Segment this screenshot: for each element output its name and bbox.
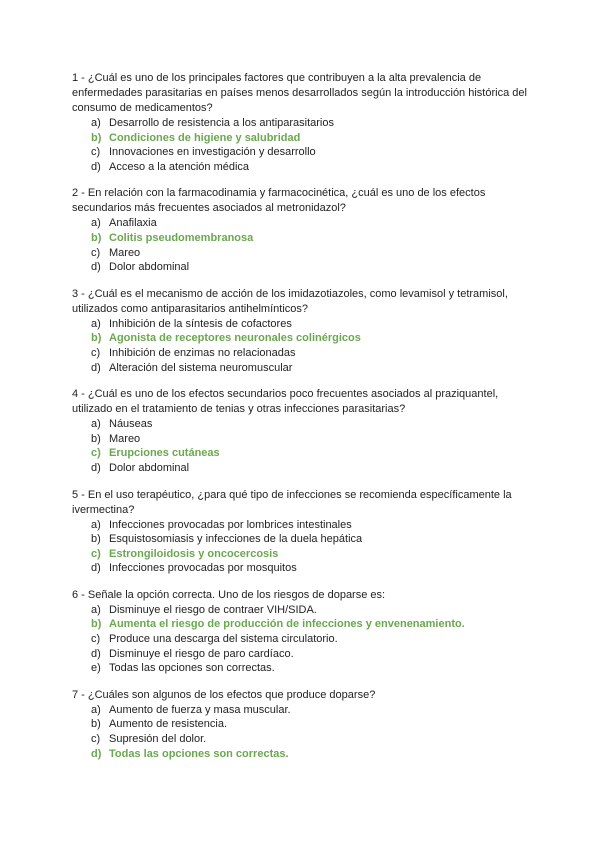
option-letter: c): [91, 246, 101, 259]
answer-option: [72, 432, 530, 447]
option-letter: a): [91, 317, 101, 330]
option-text: Todas las opciones son correctas.: [109, 662, 275, 675]
option-text: Inhibición de enzimas no relacionadas: [109, 346, 296, 359]
answer-option: [72, 532, 530, 547]
option-letter: d): [91, 562, 101, 575]
answer-options: [72, 703, 530, 761]
option-letter: c): [91, 447, 101, 460]
answer-option: [72, 661, 530, 676]
option-text: Estrongiloidosis y oncocercosis: [109, 547, 279, 560]
answer-option: [72, 346, 530, 361]
answer-option: [72, 518, 530, 533]
option-text: Disminuye el riesgo de paro cardíaco.: [109, 647, 294, 660]
correct-answer-option: [72, 331, 530, 346]
option-text: Anafilaxia: [109, 217, 157, 230]
option-letter: d): [91, 747, 102, 760]
option-letter: b): [91, 131, 102, 144]
option-letter: d): [91, 361, 101, 374]
answer-options: [72, 417, 530, 475]
option-letter: e): [91, 662, 101, 675]
option-text: Infecciones provocadas por lombrices intestinales: [109, 518, 352, 531]
option-text: Colitis pseudomembranosa: [109, 231, 254, 244]
answer-options: [72, 216, 530, 274]
option-text: Dolor abdominal: [109, 461, 190, 474]
answer-option: [72, 317, 530, 332]
option-letter: d): [91, 461, 101, 474]
answer-option: [72, 260, 530, 275]
option-letter: b): [91, 332, 102, 345]
option-text: Todas las opciones son correctas.: [109, 747, 289, 760]
option-text: Innovaciones en investigación y desarrollo: [109, 146, 316, 159]
question-list: [72, 71, 530, 761]
answer-option: [72, 717, 530, 732]
question-6: [72, 588, 530, 676]
answer-option: [72, 732, 530, 747]
answer-option: [72, 561, 530, 576]
answer-option: [72, 160, 530, 175]
option-text: Alteración del sistema neuromuscular: [109, 361, 293, 374]
answer-option: [72, 361, 530, 376]
answer-option: [72, 603, 530, 618]
correct-answer-option: [72, 131, 530, 146]
option-letter: b): [91, 618, 102, 631]
option-text: Dolor abdominal: [109, 261, 190, 274]
question-text: 3 - ¿Cuál es el mecanismo de acción de los imidazotiazoles, como levamisol y tetramisol, utilizados como antiparasitarios antihelmínticos?: [72, 287, 508, 315]
option-letter: c): [91, 346, 101, 359]
option-letter: a): [91, 603, 101, 616]
question-text: 1 - ¿Cuál es uno de los principales factores que contribuyen a la alta prevalencia de enfermedades parasitarias en países menos desarrollados según la introducción histórica del consumo de medicamentos?: [72, 72, 527, 114]
correct-answer-option: [72, 231, 530, 246]
correct-answer-option: [72, 446, 530, 461]
option-letter: a): [91, 117, 101, 129]
answer-options: [72, 603, 530, 676]
option-text: Aumento de fuerza y masa muscular.: [109, 703, 291, 716]
question-text: 4 - ¿Cuál es uno de los efectos secundarios poco frecuentes asociados al praziquantel, utilizado en el tratamiento de tenias y otras infecciones parasitarias?: [72, 388, 499, 416]
option-text: Mareo: [109, 246, 141, 259]
answer-option: [72, 246, 530, 261]
question-text: 7 - ¿Cuáles son algunos de los efectos que produce doparse?: [72, 688, 376, 701]
option-letter: b): [91, 533, 101, 546]
answer-option: [72, 632, 530, 647]
option-letter: d): [91, 261, 101, 274]
option-letter: d): [91, 160, 101, 173]
option-text: Condiciones de higiene y salubridad: [109, 131, 301, 144]
answer-option: [72, 417, 530, 432]
option-text: Desarrollo de resistencia a los antiparasitarios: [109, 117, 334, 129]
answer-option: [72, 145, 530, 160]
option-letter: b): [91, 718, 101, 731]
question-5: [72, 488, 530, 576]
option-text: Infecciones provocadas por mosquitos: [109, 562, 297, 575]
answer-option: [72, 116, 530, 131]
option-text: Aumento de resistencia.: [109, 718, 228, 731]
option-letter: c): [91, 633, 101, 646]
option-letter: d): [91, 647, 101, 660]
option-text: Acceso a la atención médica: [109, 160, 250, 173]
option-text: Produce una descarga del sistema circulatorio.: [109, 633, 338, 646]
question-3: [72, 287, 530, 375]
question-2: [72, 186, 530, 274]
answer-option: [72, 647, 530, 662]
option-letter: c): [91, 146, 101, 159]
option-text: Supresión del dolor.: [109, 733, 207, 746]
option-text: Náuseas: [109, 418, 153, 431]
answer-option: [72, 703, 530, 718]
option-text: Disminuye el riesgo de contraer VIH/SIDA.: [109, 603, 317, 616]
question-text: 5 - En el uso terapéutico, ¿para qué tipo de infecciones se recomienda específicamente la ivermectina?: [72, 488, 512, 516]
option-letter: a): [91, 217, 101, 230]
option-text: Inhibición de la síntesis de cofactores: [109, 317, 292, 330]
question-text: 2 - En relación con la farmacodinamia y farmacocinética, ¿cuál es uno de los efectos secundarios más frecuentes asociados al metronidazol?: [72, 187, 486, 215]
answer-option: [72, 461, 530, 476]
question-7: [72, 688, 530, 761]
question-1: [72, 71, 530, 174]
option-letter: b): [91, 231, 102, 244]
option-letter: a): [91, 518, 101, 531]
answer-options: [72, 317, 530, 375]
question-text: 6 - Señale la opción correcta. Uno de los riesgos de doparse es:: [72, 588, 386, 601]
option-text: Esquistosomiasis y infecciones de la duela hepática: [109, 533, 363, 546]
answer-option: [72, 216, 530, 231]
option-letter: c): [91, 547, 101, 560]
question-4: [72, 387, 530, 475]
option-text: Agonista de receptores neuronales colinérgicos: [109, 332, 361, 345]
option-letter: a): [91, 418, 101, 431]
correct-answer-option: [72, 617, 530, 632]
correct-answer-option: [72, 547, 530, 562]
option-letter: c): [91, 733, 101, 746]
option-text: Mareo: [109, 432, 141, 445]
answer-options: [72, 518, 530, 576]
option-text: Aumenta el riesgo de producción de infecciones y envenenamiento.: [109, 618, 465, 631]
option-letter: a): [91, 703, 101, 716]
correct-answer-option: [72, 747, 530, 762]
option-text: Erupciones cutáneas: [109, 447, 220, 460]
option-letter: b): [91, 432, 101, 445]
answer-options: [72, 116, 530, 174]
